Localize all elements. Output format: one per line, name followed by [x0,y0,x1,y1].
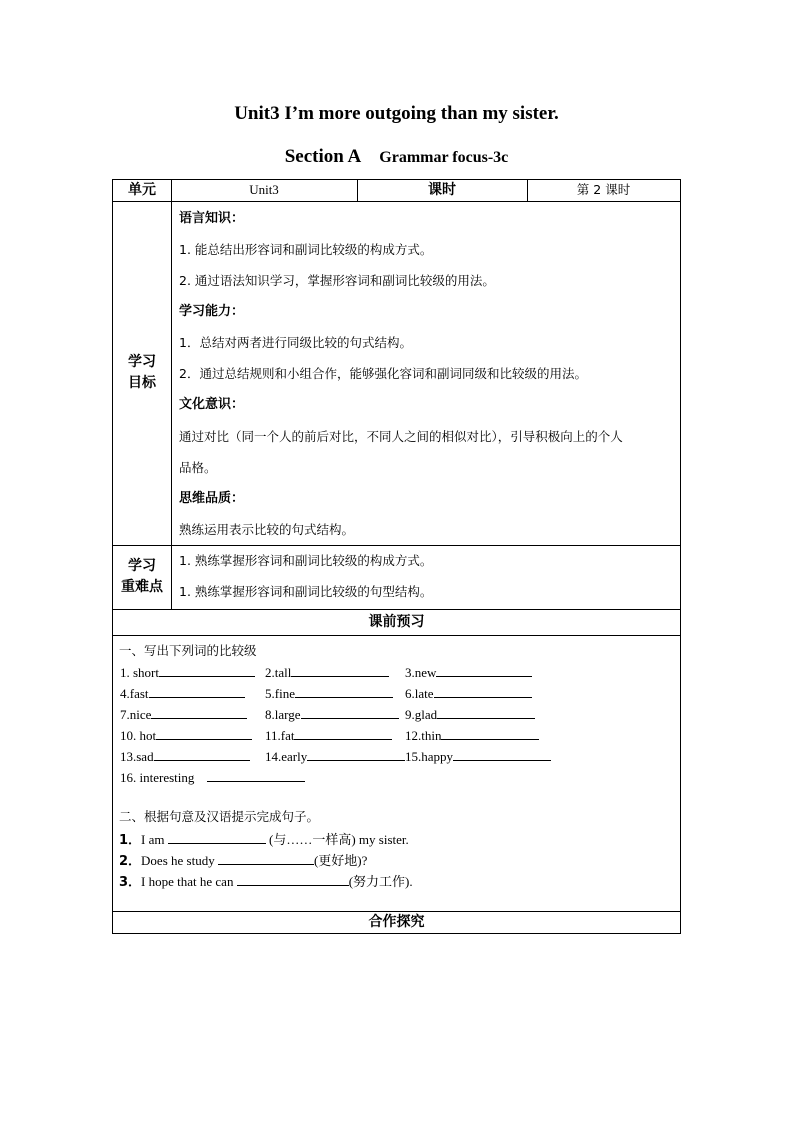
word-label: 15.happy [405,749,454,764]
word-label: 4.fast [120,686,149,701]
sentence-hint: (与……一样高) my sister. [265,832,409,847]
objectives-label-line2: 目标 [128,375,156,391]
word-item [265,746,405,767]
word-label: 9.glad [405,707,438,722]
answer-blank[interactable] [154,746,250,761]
answer-blank[interactable] [168,829,266,844]
preview-heading: 课前预习 [368,614,425,630]
word-item [265,725,392,746]
language-heading: 语言知识： [179,211,245,226]
sentence-hint: (努力工作). [348,874,413,889]
answer-blank[interactable] [307,746,405,761]
sentence-text: Does he study [141,853,218,868]
word-item [120,746,250,767]
language-item: 2. 通过语法知识学习，掌握形容词和副词比较级的用法。 [179,273,495,288]
sentence-number: 3． [119,875,142,890]
word-item [120,683,245,704]
word-label: 6.late [405,686,434,701]
word-item [265,683,393,704]
part1-heading: 一、写出下列词的比较级 [119,643,257,658]
answer-blank[interactable] [294,725,392,740]
answer-blank[interactable] [156,725,252,740]
key-points-label-line1: 学习 [128,558,156,574]
word-label: 7.nice [120,707,152,722]
ability-item: 1．总结对两者进行同级比较的句式结构。 [179,335,412,350]
word-item [120,704,247,725]
answer-blank[interactable] [453,746,551,761]
word-label: 2.tall [265,665,292,680]
ability-item: 2．通过总结规则和小组合作，能够强化容词和副词同级和比较级的用法。 [179,366,587,381]
sentence-item [119,829,409,851]
key-points-label-line2: 重难点 [121,579,163,595]
answer-blank[interactable] [295,683,393,698]
answer-blank[interactable] [159,662,255,677]
word-item [265,704,399,725]
unit-label: 单元 [128,182,156,198]
thinking-heading: 思维品质： [179,491,245,506]
word-label: 10. hot [120,728,157,743]
lesson-table [112,179,681,934]
word-item [405,746,551,767]
answer-blank[interactable] [436,662,532,677]
sentence-number: 1． [119,833,142,848]
culture-heading: 文化意识： [179,397,245,412]
ability-heading: 学习能力： [179,304,245,319]
word-item [405,683,532,704]
section-label: Section A [284,146,362,167]
sentence-item [119,871,413,893]
word-item [265,662,389,683]
word-label: 5.fine [265,686,295,701]
unit-value: Unit3 [249,182,279,197]
word-item [405,662,532,683]
word-item [120,767,305,788]
word-item [405,704,535,725]
word-label: 8.large [265,707,301,722]
answer-blank[interactable] [434,683,532,698]
thinking-text: 熟练运用表示比较的句式结构。 [179,522,355,537]
sentence-item [119,850,367,872]
culture-text: 通过对比（同一个人的前后对比，不同人之间的相似对比），引导积极向上的个人 [179,429,623,444]
answer-blank[interactable] [437,704,535,719]
word-label: 11.fat [265,728,295,743]
answer-blank[interactable] [441,725,539,740]
word-label: 12.thin [405,728,442,743]
key-point-item: 1. 熟练掌握形容词和副词比较级的句型结构。 [179,584,433,599]
answer-blank[interactable] [207,767,305,782]
document-title: Unit3 I’m more outgoing than my sister. [234,103,559,124]
key-points-label [113,556,171,598]
period-value: 第 2 课时 [576,182,631,197]
word-label: 14.early [265,749,308,764]
word-item [120,662,255,683]
topic-label: Grammar focus-3c [379,149,509,166]
answer-blank[interactable] [149,683,245,698]
language-item: 1. 能总结出形容词和副词比较级的构成方式。 [179,242,433,257]
cooperation-heading: 合作探究 [368,914,425,930]
part2-heading: 二、根据句意及汉语提示完成句子。 [119,809,320,824]
culture-text: 品格。 [179,460,217,475]
sentence-number: 2． [119,854,142,869]
answer-blank[interactable] [301,704,399,719]
answer-blank[interactable] [151,704,247,719]
answer-blank[interactable] [291,662,389,677]
word-item [405,725,539,746]
answer-blank[interactable] [237,871,349,886]
answer-blank[interactable] [218,850,314,865]
word-item [120,725,252,746]
word-label: 3.new [405,665,437,680]
objectives-label [113,352,171,394]
period-label: 课时 [428,182,456,198]
objectives-label-line1: 学习 [128,354,156,370]
word-label: 16. interesting [120,770,195,785]
word-label: 13.sad [120,749,154,764]
document-subtitle [0,146,793,168]
key-point-item: 1. 熟练掌握形容词和副词比较级的构成方式。 [179,553,433,568]
sentence-text: I am [141,832,168,847]
sentence-text: I hope that he can [141,874,237,889]
word-label: 1. short [120,665,159,680]
sentence-hint: (更好地)? [313,853,368,868]
